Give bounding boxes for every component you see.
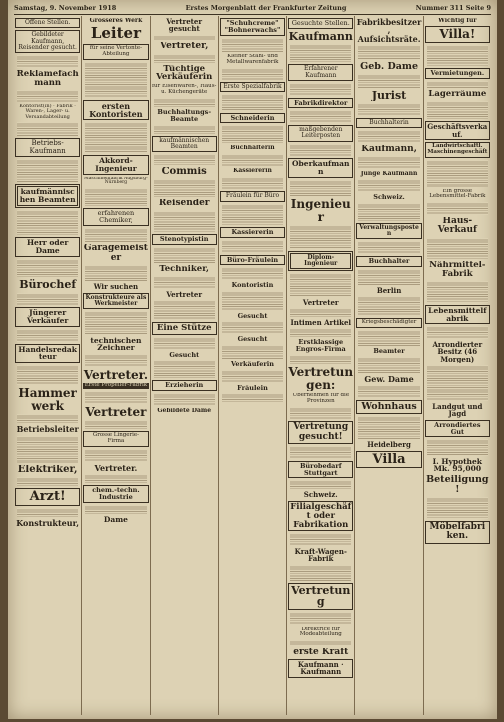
classified-ad-heading: Direktrice für Modeabteilung: [299, 626, 342, 638]
classified-ad-heading: ersten Kontoristen: [83, 100, 148, 121]
classified-ad-heading: Arrondiertes Gut: [425, 420, 490, 438]
classified-ad-heading: Kassiererin: [220, 227, 285, 238]
classified-ad-heading: Lebensmittelfabrik: [425, 305, 490, 325]
classified-ad-heading: kaufmännischen Beamten: [15, 184, 80, 208]
classified-ad-heading: Erstklassige Engros-Firma: [295, 339, 346, 353]
ad-body-text: [17, 293, 78, 306]
classified-ad-heading: Schneiderin: [220, 113, 285, 124]
newspaper-page: [8, 0, 497, 719]
ad-body-text: [85, 449, 146, 462]
ad-body-text: [17, 159, 78, 182]
ad-body-text: [290, 328, 351, 337]
ad-body-text: [358, 269, 419, 285]
classified-ad-heading: Grösseres Werk: [89, 18, 143, 24]
classified-ad-heading: Eine Stütze: [152, 322, 217, 335]
classified-ad-heading: Haus-Verkauf: [437, 216, 477, 236]
classified-ad-heading: Garagemeister: [83, 244, 148, 263]
classified-ad-heading: Beteiligung!: [426, 475, 489, 496]
classified-ad-heading: Vertreter: [166, 290, 203, 299]
ad-column: [423, 16, 491, 715]
classified-ad-heading: Buchhaltungs-Beamte: [157, 108, 212, 123]
ad-body-text: [358, 179, 419, 192]
classified-ad-heading: Villa: [356, 451, 421, 469]
classified-ad-heading: chem.-techn. Industrie: [83, 485, 148, 503]
classified-ad-heading: Techniker,: [159, 265, 210, 275]
ad-body-text: [427, 439, 488, 455]
ad-body-text: [427, 365, 488, 401]
ad-column: [286, 16, 354, 715]
classified-ad-heading: Akkord-Ingenieur: [83, 155, 148, 175]
ad-body-text: [427, 81, 488, 88]
ad-body-text: [222, 240, 283, 253]
ad-column: [150, 16, 218, 715]
classified-ad-heading: Arrondierter Besitz (46 Morgen): [432, 341, 483, 364]
classified-ad-heading: Gesucht: [169, 351, 200, 359]
classified-ad-heading: Wohnhaus: [356, 400, 421, 414]
ad-body-text: [154, 125, 215, 134]
ad-body-text: [85, 122, 146, 153]
classified-ad-heading: Fabrikdirektor: [288, 98, 353, 109]
classified-ad-heading: Lagerräume: [428, 90, 487, 100]
classified-ad-heading: Commis: [161, 166, 207, 177]
ad-body-text: [290, 83, 351, 96]
classified-ad-heading: Übernehmen für die Provinzen: [292, 393, 350, 404]
ad-body-text: [154, 98, 215, 107]
classified-ad-heading: Vertretungen:: [288, 365, 354, 392]
ad-body-text: [427, 238, 488, 260]
classified-ad-heading: Junge Kaufmann: [360, 170, 418, 177]
classified-ad-heading: Offene Stellen.: [15, 18, 80, 28]
classified-ad-heading: Schweiz.: [373, 193, 405, 201]
classified-ad-heading: Herr oder Dame: [15, 237, 80, 257]
classified-ad-heading: Fräulein für Büro: [220, 191, 285, 201]
ad-body-text: [17, 365, 78, 385]
ad-body-text: [222, 94, 283, 110]
classified-ad-heading: Verkäuferin: [230, 361, 274, 368]
classified-ad-heading: Gesucht: [237, 312, 268, 320]
ad-body-text: [358, 296, 419, 316]
ad-body-text: [17, 122, 78, 136]
classified-ad-heading: Kraft-Wagen-Fabrik: [294, 548, 347, 563]
classified-ad-heading: Villa!: [425, 26, 490, 43]
classified-ad-heading: Kontoristin: [231, 281, 274, 289]
classified-ad-heading: Vertreter: [302, 298, 339, 306]
classified-ad-heading: Kaufmann: [288, 30, 353, 43]
classified-ad-heading: Wichtig für: [438, 18, 477, 24]
ad-body-text: [290, 355, 351, 364]
ad-body-text: [154, 276, 215, 289]
ad-body-text: [17, 414, 78, 423]
ad-body-text: [85, 311, 146, 334]
header-date: Samstag, 9. November 1918: [14, 4, 117, 12]
classified-ad-heading: Konstrukteure als Werkmeister: [83, 293, 148, 310]
classified-ad-heading: I. Hypothek Mk. 95,000: [432, 457, 482, 474]
ad-body-text: [154, 247, 215, 263]
classified-ad-heading: Reklamefachmann: [16, 69, 79, 88]
classified-ad-heading: "Schuhcreme" "Bohnerwachs": [220, 18, 285, 36]
classified-ad-heading: Gebildeter Kaufmann, Reisender gesucht.: [15, 30, 80, 53]
ad-body-text: [427, 202, 488, 215]
ad-body-text: [222, 291, 283, 311]
ad-body-text: [290, 565, 351, 581]
classified-ad-heading: Kassiererin: [233, 168, 272, 175]
ad-body-text: [222, 68, 283, 81]
ad-body-text: [17, 329, 78, 342]
classified-ad-heading: Vertretung gesucht!: [288, 421, 353, 444]
classified-ad-heading: Jüngerer Verkäufer: [15, 307, 80, 327]
ad-body-text: [85, 62, 146, 98]
page-header: [14, 3, 491, 13]
classified-ad-heading: Dame: [103, 515, 128, 524]
classified-ad-heading: Intimen Artikel: [290, 318, 352, 327]
ad-body-text: [85, 354, 146, 367]
ad-body-text: [154, 393, 215, 406]
classified-ad-heading: Vertreter gesucht: [166, 18, 203, 33]
classified-ad-heading: Kontorist(in) · Fabrik · Waren-, Lager- u. Versandabteilung: [19, 104, 76, 120]
classified-ad-heading: Filialgeschäft oder Fabrikation: [288, 501, 353, 532]
ad-body-text: [358, 74, 419, 88]
ad-body-text: [17, 55, 78, 68]
header-masthead: Erstes Morgenblatt der Frankfurter Zeitung: [185, 4, 347, 12]
classified-ad-heading: Gesuchte Stellen.: [288, 18, 353, 29]
classified-ad-heading: maßgebenden Leiterposten: [288, 125, 353, 142]
ad-body-text: [290, 480, 351, 489]
classified-ad-heading: Erzieherin: [152, 380, 217, 391]
classified-ad-heading: kaufmännischen Beamten: [152, 136, 217, 153]
classified-ad-heading: Oberkaufmann: [288, 158, 353, 178]
ad-body-text: [358, 241, 419, 254]
classified-ad-heading: Konstrukteur,: [16, 518, 79, 528]
classified-ad-heading: Leiter: [90, 26, 141, 43]
ad-body-text: [427, 281, 488, 303]
classified-ad-heading: Fräulein: [237, 384, 268, 392]
ad-body-text: [358, 45, 419, 59]
classified-ad-heading: Erste Propeller-Fabrik: [84, 383, 148, 389]
header-page-number: Nummer 311 Seite 9: [415, 4, 491, 12]
ad-body-text: [290, 225, 351, 248]
classified-ad-heading: Beamter: [373, 347, 405, 355]
classified-ad-heading: Handelsredakteur: [15, 344, 80, 364]
classified-ad-heading: Nährmittel-Fabrik: [429, 261, 486, 280]
ad-body-text: [17, 90, 78, 103]
ad-column: [354, 16, 422, 715]
classified-ad-heading: Vertreter,: [160, 42, 209, 52]
ad-body-text: [222, 370, 283, 383]
ad-body-text: [427, 101, 488, 119]
ad-body-text: [85, 228, 146, 242]
classified-ad-heading: Reisender: [158, 199, 210, 209]
classified-ad-heading: Büro-Fräulein: [220, 255, 285, 266]
classified-ad-heading: Grosse Lingerie-Firma: [83, 431, 148, 447]
classified-ad-heading: Erste Spezialfabrik: [220, 82, 285, 92]
classified-ad-heading: Vertreter.: [83, 368, 149, 382]
ad-body-text: [154, 54, 215, 63]
classified-ad-heading: Berlin: [376, 286, 402, 295]
classified-ad-heading: Vertreter: [85, 405, 147, 419]
classified-ad-heading: Kleiner Stahl- und Metallwarenfabrik: [226, 54, 279, 65]
classified-ad-heading: Gesucht: [237, 335, 268, 343]
classified-ad-heading: Bürobedarf Stuttgart: [288, 461, 353, 479]
classified-ad-heading: Kaufmann · Kaufmann: [288, 659, 353, 678]
classified-ad-heading: Fabrikbesitzer, Aufsichtsräte.: [356, 18, 422, 44]
ad-body-text: [222, 393, 283, 402]
classified-ad-heading: Geschäftsverkauf.: [425, 121, 490, 140]
ad-body-text: [154, 179, 215, 197]
classified-ad-heading: Gew. Dame: [364, 374, 414, 384]
ad-body-text: [427, 326, 488, 339]
ad-body-text: [358, 103, 419, 116]
classified-ad-heading: Kriegsbeschädigter: [356, 318, 421, 328]
ad-body-text: [358, 385, 419, 398]
classified-ad-heading: Heidelberg: [367, 441, 411, 449]
ad-body-text: [222, 345, 283, 359]
classified-ad-heading: Ein grosse Lebensmittel-Fabrik: [429, 188, 486, 200]
ad-body-text: [154, 360, 215, 378]
ad-body-text: [290, 446, 351, 459]
classified-ad-heading: Erfahrener Kaufmann: [288, 64, 353, 81]
classified-ad-heading: Diplom-Ingenieur: [288, 251, 353, 272]
classified-ad-heading: Hammerwerk: [18, 387, 77, 413]
classified-ad-heading: Bürochef: [19, 279, 77, 291]
ad-body-text: [17, 259, 78, 277]
ad-body-text: [154, 211, 215, 233]
classified-ad-heading: Tüchtige Verkäuferin: [156, 64, 213, 83]
ad-body-text: [358, 130, 419, 143]
ad-body-text: [222, 154, 283, 167]
ad-body-text: [290, 110, 351, 123]
ad-body-text: [154, 35, 215, 40]
ad-body-text: [222, 204, 283, 226]
ad-body-text: [222, 38, 283, 52]
classified-ad-heading: erfahrenen Chemiker,: [83, 208, 148, 226]
header-rule: [14, 14, 491, 15]
classified-ad-heading: Elektriker,: [17, 464, 78, 475]
ad-body-text: [290, 407, 351, 420]
classified-ad-heading: Jurist: [371, 89, 407, 102]
classified-ad-heading: Maschinenfabrik Augsburg-Nürnberg: [84, 176, 148, 186]
ad-body-text: [358, 156, 419, 169]
ad-body-text: [154, 337, 215, 350]
classified-ad-heading: Kaufmann,: [361, 144, 417, 154]
ad-body-text: [154, 300, 215, 320]
ad-body-text: [290, 533, 351, 546]
ad-body-text: [85, 188, 146, 206]
classified-columns: [14, 16, 491, 715]
ad-body-text: [222, 177, 283, 190]
classified-ad-heading: Betriebs-Kaufmann: [15, 138, 80, 157]
classified-ad-heading: Betriebsleiter: [16, 425, 79, 434]
ad-body-text: [358, 416, 419, 439]
ad-body-text: [222, 321, 283, 334]
ad-body-text: [222, 125, 283, 143]
ad-body-text: [290, 308, 351, 317]
classified-ad-heading: Verwaltungsposten: [356, 223, 421, 240]
ad-column: [81, 16, 149, 715]
classified-ad-heading: Wir suchen: [93, 283, 139, 291]
ad-body-text: [17, 477, 78, 486]
classified-ad-heading: für seine Vertonte-Abteilung: [83, 44, 148, 60]
ad-body-text: [17, 210, 78, 235]
classified-ad-heading: Geb. Dame: [360, 61, 418, 72]
classified-ad-heading: Vertreter.: [94, 463, 138, 472]
classified-ad-heading: Buchhalter: [356, 256, 421, 267]
classified-ad-heading: technischen Zeichner: [90, 336, 142, 353]
ad-column: [218, 16, 286, 715]
ad-body-text: [85, 505, 146, 514]
ad-body-text: [85, 265, 146, 281]
ad-body-text: [154, 154, 215, 165]
ad-body-text: [222, 267, 283, 280]
classified-ad-heading: Vermietungen.: [425, 68, 490, 79]
classified-ad-heading: Landwirtschaftl. Maschinengeschäft: [425, 142, 490, 158]
classified-ad-heading: Möbelfabriken.: [425, 521, 490, 544]
ad-body-text: [290, 273, 351, 296]
classified-ad-heading: Landgut und Jagd: [432, 403, 483, 418]
classified-ad-heading: Schweiz.: [303, 491, 338, 499]
ad-body-text: [358, 203, 419, 221]
ad-body-text: [290, 44, 351, 62]
classified-ad-heading: Gebildete Dame: [157, 407, 212, 414]
classified-ad-heading: Arzt!: [15, 488, 80, 506]
ad-column: [14, 16, 81, 715]
ad-body-text: [85, 391, 146, 404]
classified-ad-heading: für Eisenwaren-, Haus- u. Küchengeräte: [151, 84, 217, 96]
ad-body-text: [290, 640, 351, 645]
classified-ad-heading: Ingenieur: [290, 198, 351, 224]
ad-body-text: [427, 45, 488, 67]
ad-body-text: [427, 160, 488, 187]
ad-body-text: [290, 144, 351, 157]
ad-body-text: [17, 508, 78, 517]
ad-body-text: [17, 436, 78, 463]
ad-body-text: [358, 330, 419, 346]
ad-body-text: [427, 497, 488, 519]
ad-body-text: [290, 612, 351, 625]
ad-body-text: [85, 420, 146, 429]
classified-ad-heading: erste Kraft: [293, 647, 349, 657]
classified-ad-heading: Stenotypistin: [152, 234, 217, 245]
ad-body-text: [85, 474, 146, 483]
classified-ad-heading: Buchhalterin: [230, 145, 275, 152]
classified-ad-heading: Vertretung: [288, 583, 353, 610]
ad-body-text: [290, 180, 351, 196]
classified-ad-heading: Buchhalterin: [356, 118, 421, 128]
ad-body-text: [358, 357, 419, 373]
